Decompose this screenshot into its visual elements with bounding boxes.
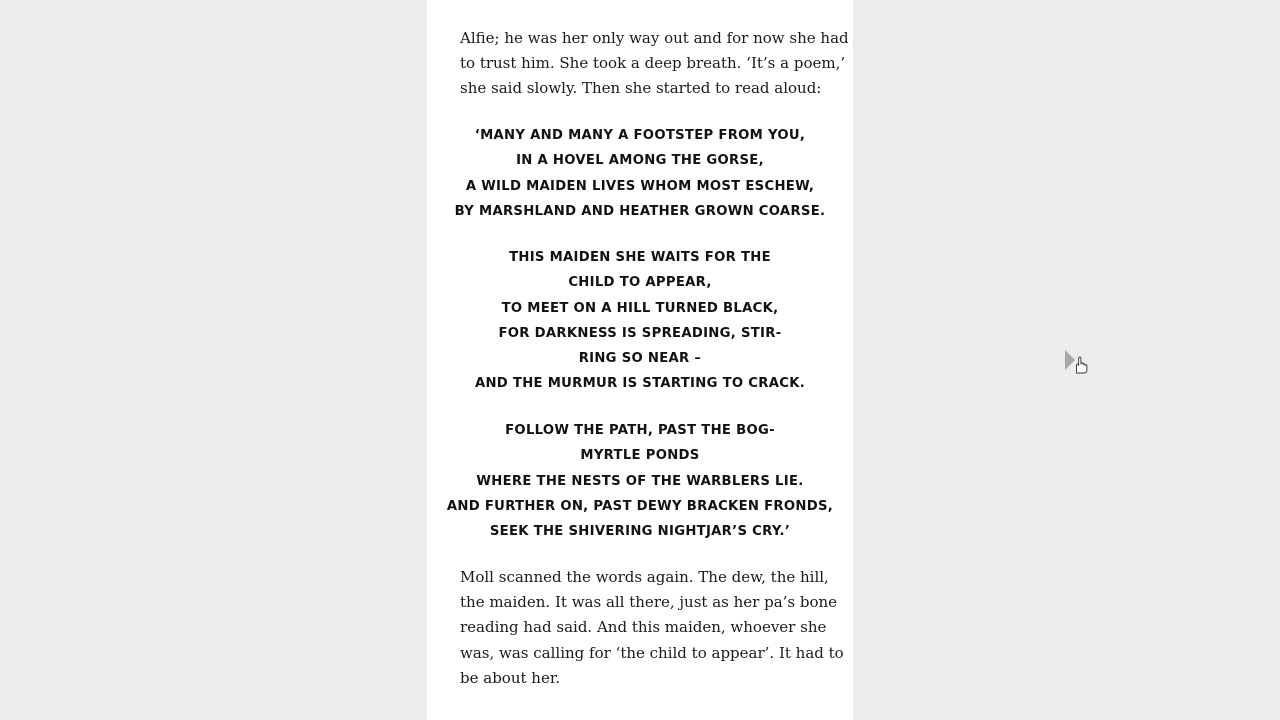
poem-line: FOLLOW THE PATH, PAST THE BOG-	[505, 423, 775, 438]
poem-line: BY MARSHLAND AND HEATHER GROWN COARSE.	[454, 203, 826, 219]
paragraph	[460, 565, 844, 691]
poem-line: IN A HOVEL AMONG THE GORSE,	[516, 153, 764, 169]
next-page-button[interactable]	[1060, 346, 1090, 376]
poem-line: AND THE MURMUR IS STARTING TO CRACK.	[474, 376, 806, 392]
text-line: Alfie; he was her only way out and for now she had	[460, 29, 849, 47]
poem-line: FOR DARKNESS IS SPREADING, STIR-	[498, 325, 782, 341]
text-line: be about her.	[460, 668, 561, 687]
text-line: she said slowly. Then she started to read aloud:	[460, 79, 822, 98]
poem-stanza	[440, 418, 840, 544]
poem-line: WHERE THE NESTS OF THE WARBLERS LIE.	[476, 473, 804, 489]
poem-line: THIS MAIDEN SHE WAITS FOR THE	[509, 250, 771, 265]
chevron-right-icon	[1060, 346, 1090, 376]
poem-line: RING SO NEAR –	[578, 351, 702, 367]
poem-line: MYRTLE PONDS	[580, 448, 700, 464]
poem-line: SEEK THE SHIVERING NIGHTJAR’S CRY.’	[489, 524, 791, 540]
poem-line: ‘MANY AND MANY A FOOTSTEP FROM YOU,	[474, 128, 806, 143]
poem-line: TO MEET ON A HILL TURNED BLACK,	[501, 300, 779, 316]
poem-line: CHILD TO APPEAR,	[568, 275, 712, 291]
text-line: reading had said. And this maiden, whoever she	[460, 618, 827, 637]
poem-stanza	[440, 123, 840, 224]
text-line: to trust him. She took a deep breath. ‘It’s a poem,’	[460, 54, 846, 73]
poem-stanza	[440, 245, 840, 397]
paragraph	[460, 26, 849, 102]
poem-line: A WILD MAIDEN LIVES WHOM MOST ESCHEW,	[465, 178, 815, 194]
text-line: Moll scanned the words again. The dew, the hill,	[460, 568, 829, 586]
text-line: the maiden. It was all there, just as her pa’s bone	[460, 593, 838, 612]
poem-line: AND FURTHER ON, PAST DEWY BRACKEN FRONDS,	[446, 498, 834, 514]
hand-pointer-icon	[1077, 357, 1087, 373]
text-line: was, was calling for ‘the child to appear’. It had to	[460, 643, 844, 662]
